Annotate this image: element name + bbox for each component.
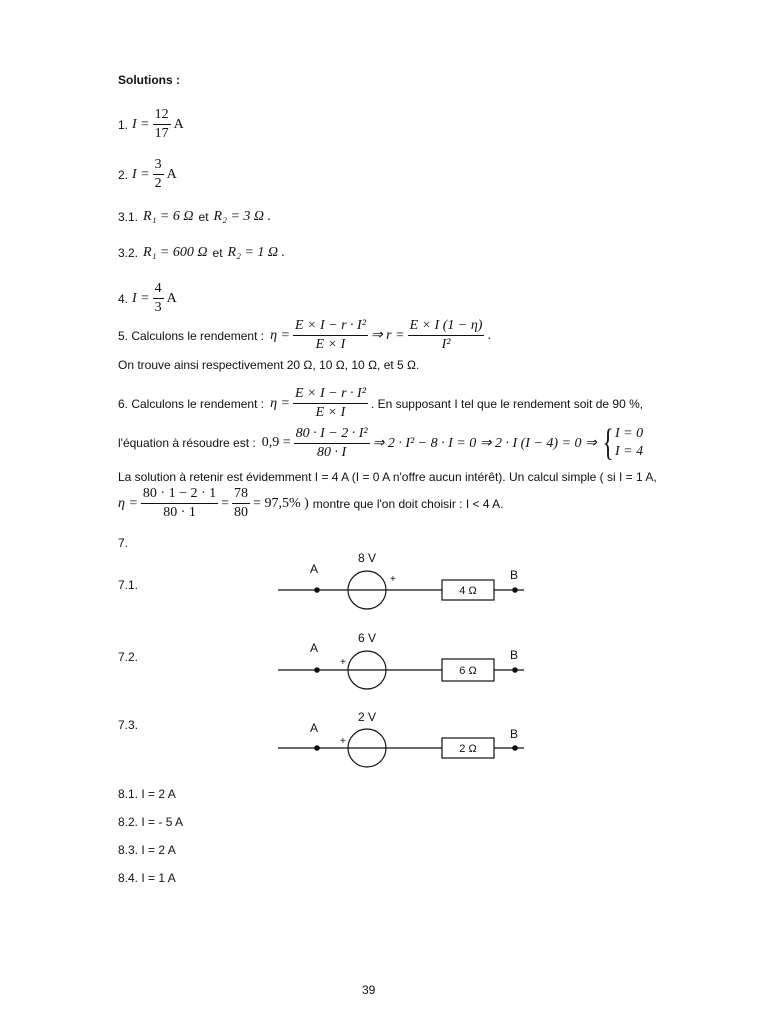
solution-3-1-number: 3.1. <box>118 210 139 224</box>
solution-6-case-1: I = 0 <box>615 426 644 441</box>
resistor-value: 4 Ω <box>459 585 477 597</box>
brace-icon: { <box>602 422 614 464</box>
resistor-value: 6 Ω <box>459 665 477 677</box>
circuit-7-3-label: 7.3. <box>118 718 139 732</box>
circuit-7-1-diagram <box>270 545 540 615</box>
solution-5-equation <box>118 318 491 353</box>
solution-4-number: 4. <box>118 291 129 306</box>
node-b-label: B <box>510 568 519 582</box>
solution-2-unit: A <box>166 166 177 182</box>
solution-3-2-et: et <box>212 246 223 260</box>
solution-6-check-result: = 97,5% ) <box>253 495 309 511</box>
solution-5-fraction-1: $\frac{\text{E × I − r · I²}}{E \times I}$ <box>295 318 366 352</box>
solution-5-implies: ⇒ r = <box>370 328 405 343</box>
solution-6-equation <box>118 386 643 421</box>
node-a-dot <box>314 587 320 593</box>
solution-3-1-r2: R₂ = 3 Ω . <box>213 209 272 224</box>
solution-1-unit: A <box>173 116 184 132</box>
node-b-dot <box>512 587 518 593</box>
node-b-label: B <box>510 727 519 741</box>
solution-6-cases <box>599 424 643 462</box>
solution-2 <box>118 157 177 192</box>
solution-8-3: 8.3. I = 2 A <box>118 843 176 857</box>
circuit-7-3-diagram <box>270 704 540 774</box>
solution-8-4: 8.4. I = 1 A <box>118 871 176 885</box>
node-b-dot <box>512 667 518 673</box>
solution-1 <box>118 107 184 142</box>
solution-6-check-fraction-1: $\frac{80 \cdot 1 - 2 \cdot 1}{80 \cdot 1}$ <box>142 486 217 520</box>
solution-1-number: 1. <box>118 117 129 132</box>
solution-3-2-number: 3.2. <box>118 246 139 260</box>
page-number: 39 <box>362 983 376 997</box>
polarity-plus: + <box>340 657 346 668</box>
solution-2-fraction: $\frac{3}{2}$ <box>154 157 162 191</box>
solution-3-1-r1: R₁ = 6 Ω <box>143 209 194 224</box>
node-b-label: B <box>510 648 519 662</box>
solution-6-resolution <box>118 424 643 462</box>
solution-3-2-r2: R₂ = 1 Ω . <box>227 245 286 260</box>
solution-1-fraction: $\frac{12}{17}$ <box>154 107 169 141</box>
solution-8-2: 8.2. I = - 5 A <box>118 815 184 829</box>
solution-5-result: On trouve ainsi respectivement 20 Ω, 10 Ω, 10 Ω, et 5 Ω. <box>118 358 420 372</box>
solution-6-eq-intro: l'équation à résoudre est : <box>118 436 256 450</box>
solution-4-unit: A <box>166 290 177 306</box>
solution-5-intro: 5. Calculons le rendement : <box>118 328 265 343</box>
solution-3-2-r1: R₁ = 600 Ω <box>143 245 208 260</box>
solution-6-eq-lhs: 0,9 = <box>261 435 291 450</box>
solution-7-number: 7. <box>118 536 129 550</box>
circuit-7-2-label: 7.2. <box>118 650 139 664</box>
node-a-label: A <box>310 562 319 576</box>
solution-4-fraction: $\frac{4}{3}$ <box>154 281 162 315</box>
node-a-dot <box>314 745 320 751</box>
solution-3-1-et: et <box>198 210 209 224</box>
solution-3-2 <box>118 245 285 261</box>
solution-6-conclusion: La solution à retenir est évidemment I = 4 A (I = 0 A n'offre aucun intérêt). Un calcul simple ( si I = 1 A, <box>118 470 657 484</box>
solution-6-case-2: I = 4 <box>615 444 644 459</box>
polarity-plus: + <box>390 574 396 585</box>
solution-5-eta: η = <box>270 327 290 343</box>
solution-5-fraction-2: $\frac{E \times I (1 - \eta)}{\text{I²}}$ <box>409 318 483 352</box>
solution-4-lhs: I = <box>132 290 150 306</box>
solution-2-lhs: I = <box>132 166 150 182</box>
source-voltage: 8 V <box>358 551 377 565</box>
node-a-label: A <box>310 641 319 655</box>
solution-6-eta: η = <box>270 395 290 411</box>
polarity-plus: + <box>340 736 346 747</box>
source-voltage: 2 V <box>358 710 377 724</box>
solution-6-intro: 6. Calculons le rendement : <box>118 396 265 411</box>
solution-8-1: 8.1. I = 2 A <box>118 787 176 801</box>
solution-6-check-eta: η = <box>118 495 138 511</box>
node-a-dot <box>314 667 320 673</box>
solution-6-after: . En supposant I tel que le rendement soit de 90 %, <box>370 396 644 411</box>
solution-6-check-fraction-2: $\frac{78}{80}$ <box>234 486 249 520</box>
solution-6-eq-fraction: $\frac{\text{80 · I − 2 · I²}}{80 \cdot I}$ <box>295 425 368 460</box>
node-b-dot <box>512 745 518 751</box>
resistor-value: 2 Ω <box>459 743 477 755</box>
solution-2-number: 2. <box>118 167 129 182</box>
circuit-7-1-label: 7.1. <box>118 578 139 592</box>
solutions-heading: Solutions : <box>118 73 180 87</box>
solution-4 <box>118 281 177 316</box>
solution-1-lhs: I = <box>132 116 150 132</box>
solution-3-1 <box>118 209 271 225</box>
solution-6-eq-rest: ⇒ 2 · I² − 8 · I = 0 ⇒ 2 · I (I − 4) = 0 ⇒ <box>372 435 597 451</box>
solution-6-check <box>118 486 504 521</box>
solution-6-fraction-1: $\frac{\text{E × I − r · I²}}{E \times I}$ <box>295 386 366 420</box>
solution-6-check-eq: = <box>221 495 230 511</box>
solution-6-check-tail: montre que l'on doit choisir : I < 4 A. <box>312 496 504 511</box>
source-voltage: 6 V <box>358 631 377 645</box>
node-a-label: A <box>310 721 319 735</box>
solution-5-end: . <box>487 327 491 343</box>
circuit-7-2-diagram <box>270 625 540 695</box>
